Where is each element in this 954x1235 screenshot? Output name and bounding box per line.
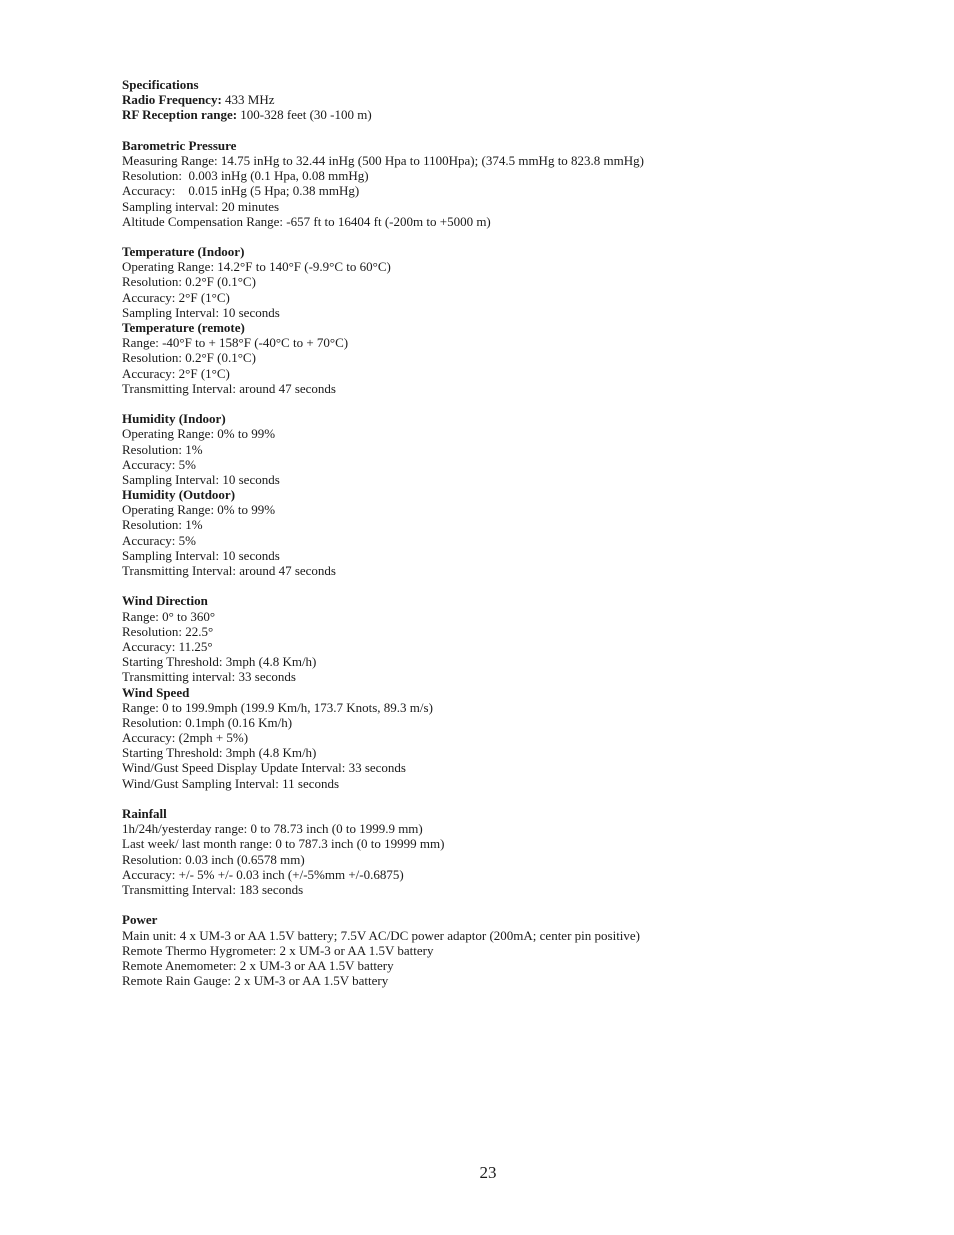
spec-line: Resolution: 0.1mph (0.16 Km/h) bbox=[122, 714, 293, 730]
spec-line: Transmitting Interval: around 47 seconds bbox=[122, 563, 336, 578]
spec-line: Measuring Range: 14.75 inHg to 32.44 inHg (500 Hpa to 1100Hpa); (374.5 mmHg to 823.8 mmHg) bbox=[122, 152, 644, 168]
spec-line: Main unit: 4 x UM-3 or AA 1.5V battery; 7.5V AC/DC power adaptor (200mA; center pin positive) bbox=[122, 927, 641, 943]
section-humidity-outdoor bbox=[122, 487, 922, 578]
spec-line: Resolution: 1% bbox=[122, 517, 203, 533]
section-heading: Wind Speed bbox=[122, 684, 190, 700]
spec-line: Accuracy: 2°F (1°C) bbox=[122, 365, 230, 381]
spec-line: Range: 0° to 360° bbox=[122, 608, 216, 624]
spec-line: Sampling Interval: 10 seconds bbox=[122, 471, 280, 487]
rf-reception-label: RF Reception range: bbox=[122, 107, 238, 123]
page-number: 23 bbox=[479, 1163, 497, 1182]
spec-line: Accuracy: 2°F (1°C) bbox=[122, 289, 230, 305]
section-rainfall bbox=[122, 806, 922, 897]
section-temperature-remote bbox=[122, 320, 922, 396]
spec-line: Resolution: 0.003 inHg (0.1 Hpa, 0.08 mmHg) bbox=[122, 168, 369, 184]
spec-line: Resolution: 0.03 inch (0.6578 mm) bbox=[122, 851, 305, 867]
section-heading: Temperature (Indoor) bbox=[122, 244, 245, 260]
section-heading: Humidity (Indoor) bbox=[122, 411, 226, 427]
section-wind-direction bbox=[122, 593, 922, 684]
spec-line: Resolution: 22.5° bbox=[122, 623, 214, 639]
spec-line: Starting Threshold: 3mph (4.8 Km/h) bbox=[122, 654, 317, 670]
rf-reception-value: 100-328 feet (30 -100 m) bbox=[237, 107, 372, 123]
section-humidity-indoor bbox=[122, 411, 922, 487]
section-wind-speed bbox=[122, 685, 922, 791]
section-gap bbox=[122, 791, 922, 806]
section-heading: Humidity (Outdoor) bbox=[122, 487, 236, 503]
spec-line: Remote Rain Gauge: 2 x UM-3 or AA 1.5V battery bbox=[122, 973, 389, 989]
spec-line: Transmitting Interval: around 47 seconds bbox=[122, 380, 336, 396]
spec-line: Remote Anemometer: 2 x UM-3 or AA 1.5V battery bbox=[122, 957, 394, 973]
spec-line: Operating Range: 0% to 99% bbox=[122, 426, 276, 442]
section-heading: Temperature (remote) bbox=[122, 320, 245, 335]
section-barometric-pressure bbox=[122, 138, 922, 229]
radio-frequency-value: 433 MHz bbox=[221, 92, 275, 108]
section-temperature-indoor bbox=[122, 244, 922, 320]
spec-line: Sampling interval: 20 minutes bbox=[122, 198, 280, 214]
spec-line: Accuracy: 11.25° bbox=[122, 638, 213, 654]
section-gap bbox=[122, 229, 922, 244]
spec-line: Operating Range: 0% to 99% bbox=[122, 502, 276, 518]
spec-line: Altitude Compensation Range: -657 ft to 16404 ft (-200m to +5000 m) bbox=[122, 213, 491, 229]
spec-line: Range: 0 to 199.9mph (199.9 Km/h, 173.7 Knots, 89.3 m/s) bbox=[122, 699, 433, 715]
spec-line: Accuracy: 5% bbox=[122, 456, 196, 472]
spec-line: Resolution: 0.2°F (0.1°C) bbox=[122, 350, 256, 366]
spec-line: Starting Threshold: 3mph (4.8 Km/h) bbox=[122, 745, 317, 761]
section-power bbox=[122, 912, 922, 988]
spec-line: Remote Thermo Hygrometer: 2 x UM-3 or AA 1.5V battery bbox=[122, 942, 434, 958]
specifications-document bbox=[122, 77, 922, 988]
section-gap bbox=[122, 123, 922, 138]
section-heading: Power bbox=[122, 912, 158, 928]
spec-line: Transmitting Interval: 183 seconds bbox=[122, 881, 304, 897]
section-heading: Barometric Pressure bbox=[122, 137, 237, 153]
spec-line: Last week/ last month range: 0 to 787.3 inch (0 to 19999 mm) bbox=[122, 836, 445, 852]
spec-line: Accuracy: 5% bbox=[122, 532, 196, 548]
spec-line: Range: -40°F to + 158°F (-40°C to + 70°C) bbox=[122, 335, 349, 351]
spec-line: Accuracy: (2mph + 5%) bbox=[122, 730, 249, 746]
spec-line: Resolution: 1% bbox=[122, 441, 203, 457]
spec-line: Resolution: 0.2°F (0.1°C) bbox=[122, 274, 256, 290]
radio-frequency-label: Radio Frequency: bbox=[122, 92, 222, 108]
spec-line: Sampling Interval: 10 seconds bbox=[122, 304, 280, 320]
section-gap bbox=[122, 578, 922, 593]
rf-reception-line bbox=[122, 107, 922, 122]
spec-line: Sampling Interval: 10 seconds bbox=[122, 547, 280, 563]
spec-line: Accuracy: 0.015 inHg (5 Hpa; 0.38 mmHg) bbox=[122, 183, 360, 199]
section-gap bbox=[122, 897, 922, 912]
page-title: Specifications bbox=[122, 77, 199, 92]
section-heading: Wind Direction bbox=[122, 593, 208, 609]
spec-line: Wind/Gust Speed Display Update Interval: 33 seconds bbox=[122, 760, 406, 776]
spec-line: 1h/24h/yesterday range: 0 to 78.73 inch (0 to 1999.9 mm) bbox=[122, 821, 423, 837]
spec-line: Wind/Gust Sampling Interval: 11 seconds bbox=[122, 775, 340, 791]
section-gap bbox=[122, 396, 922, 411]
section-heading: Rainfall bbox=[122, 806, 167, 821]
radio-frequency-line bbox=[122, 92, 922, 107]
spec-line: Transmitting interval: 33 seconds bbox=[122, 669, 296, 685]
spec-line: Accuracy: +/- 5% +/- 0.03 inch (+/-5%mm +/-0.6875) bbox=[122, 866, 404, 882]
spec-line: Operating Range: 14.2°F to 140°F (-9.9°C to 60°C) bbox=[122, 259, 391, 275]
